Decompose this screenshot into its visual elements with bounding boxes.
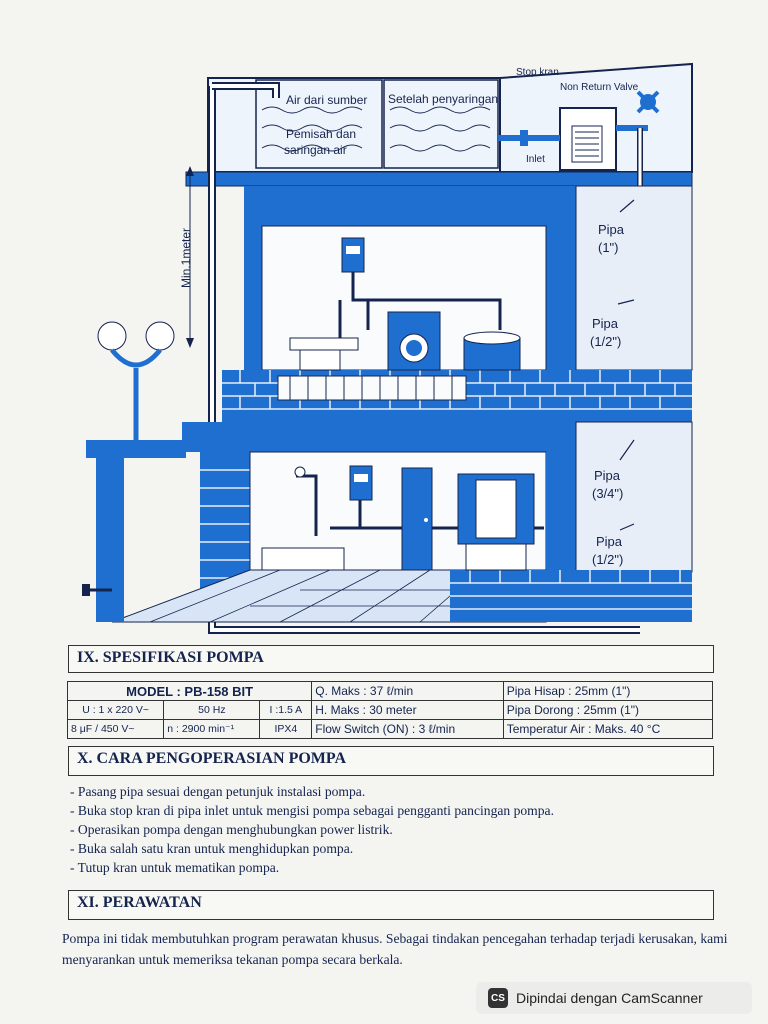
label-non-return-valve: Non Return Valve [560,82,639,93]
camscanner-watermark [476,982,752,1014]
operation-step: - Buka salah satu kran untuk menghidupkan pompa. [70,841,354,856]
spec-q-max: Q. Maks : 37 ℓ/min [312,682,504,701]
washing-machine-icon [388,312,440,370]
label-separator-line2: saringan air [284,143,347,157]
pipe-3-name: Pipa [594,468,621,483]
label-air-source: Air dari sumber [286,93,368,107]
section-10-heading: X. CARA PENGOPERASIAN POMPA [68,746,714,776]
lamp-post-icon [98,322,174,440]
water-heater-2-icon [350,466,372,500]
door-icon [402,468,432,570]
spec-capacitor: 8 μF / 450 V~ [68,720,164,739]
water-tub-icon [464,332,520,370]
spec-model: MODEL : PB-158 BIT [68,682,312,701]
kitchen-window-icon [458,474,534,570]
pipe-2-name: Pipa [592,316,619,331]
operation-step: - Buka stop kran di pipa inlet untuk mengisi pompa sebagai pengganti pancingan pompa. [70,803,554,818]
spec-current: I :1.5 A [260,701,312,720]
bathtub-icon [262,548,344,570]
maintenance-text: Pompa ini tidak membutuhkan program perawatan khusus. Sebagai tindakan pencegahan terhadap terjadi kerusakan, kami menyarankan untuk memeriksa tekanan pompa secara berkala. [62,931,728,967]
label-separator-line1: Pemisah dan [286,127,357,141]
camscanner-icon: CS [488,988,508,1008]
section-9-heading: IX. SPESIFIKASI POMPA [68,645,714,673]
spec-protection: IPX4 [260,720,312,739]
spec-water-temp: Temperatur Air : Maks. 40 °C [503,720,712,739]
pipe-4-name: Pipa [596,534,623,549]
spec-table [67,681,713,739]
pipe-4-size: (1/2") [592,552,624,567]
pipe-3-size: (3/4") [592,486,624,501]
spec-frequency: 50 Hz [164,701,260,720]
operation-step: - Pasang pipa sesuai dengan petunjuk instalasi pompa. [70,784,366,799]
spec-voltage: U : 1 x 220 V~ [68,701,164,720]
spec-flow-switch: Flow Switch (ON) : 3 ℓ/min [312,720,504,739]
operation-step: - Operasikan pompa dengan menghubungkan power listrik. [70,822,393,837]
section-11-heading: XI. PERAWATAN [68,890,714,920]
pipe-2-size: (1/2") [590,334,622,349]
spec-discharge-pipe: Pipa Dorong : 25mm (1") [503,701,712,720]
label-after-filter: Setelah penyaringan [388,92,499,106]
label-stop-kran: Stop kran [516,67,559,78]
operation-steps [70,782,710,877]
water-heater-icon [342,238,364,272]
camscanner-text: Dipindai dengan CamScanner [516,990,703,1006]
operation-step: - Tutup kran untuk mematikan pompa. [70,860,280,875]
spec-suction-pipe: Pipa Hisap : 25mm (1") [503,682,712,701]
label-inlet: Inlet [526,154,545,165]
spec-h-max: H. Maks : 30 meter [312,701,504,720]
pipe-1-name: Pipa [598,222,625,237]
spec-speed: n : 2900 min⁻¹ [164,720,260,739]
label-min-1-meter: Min.1meter [179,227,193,288]
pipe-1-size: (1") [598,240,619,255]
